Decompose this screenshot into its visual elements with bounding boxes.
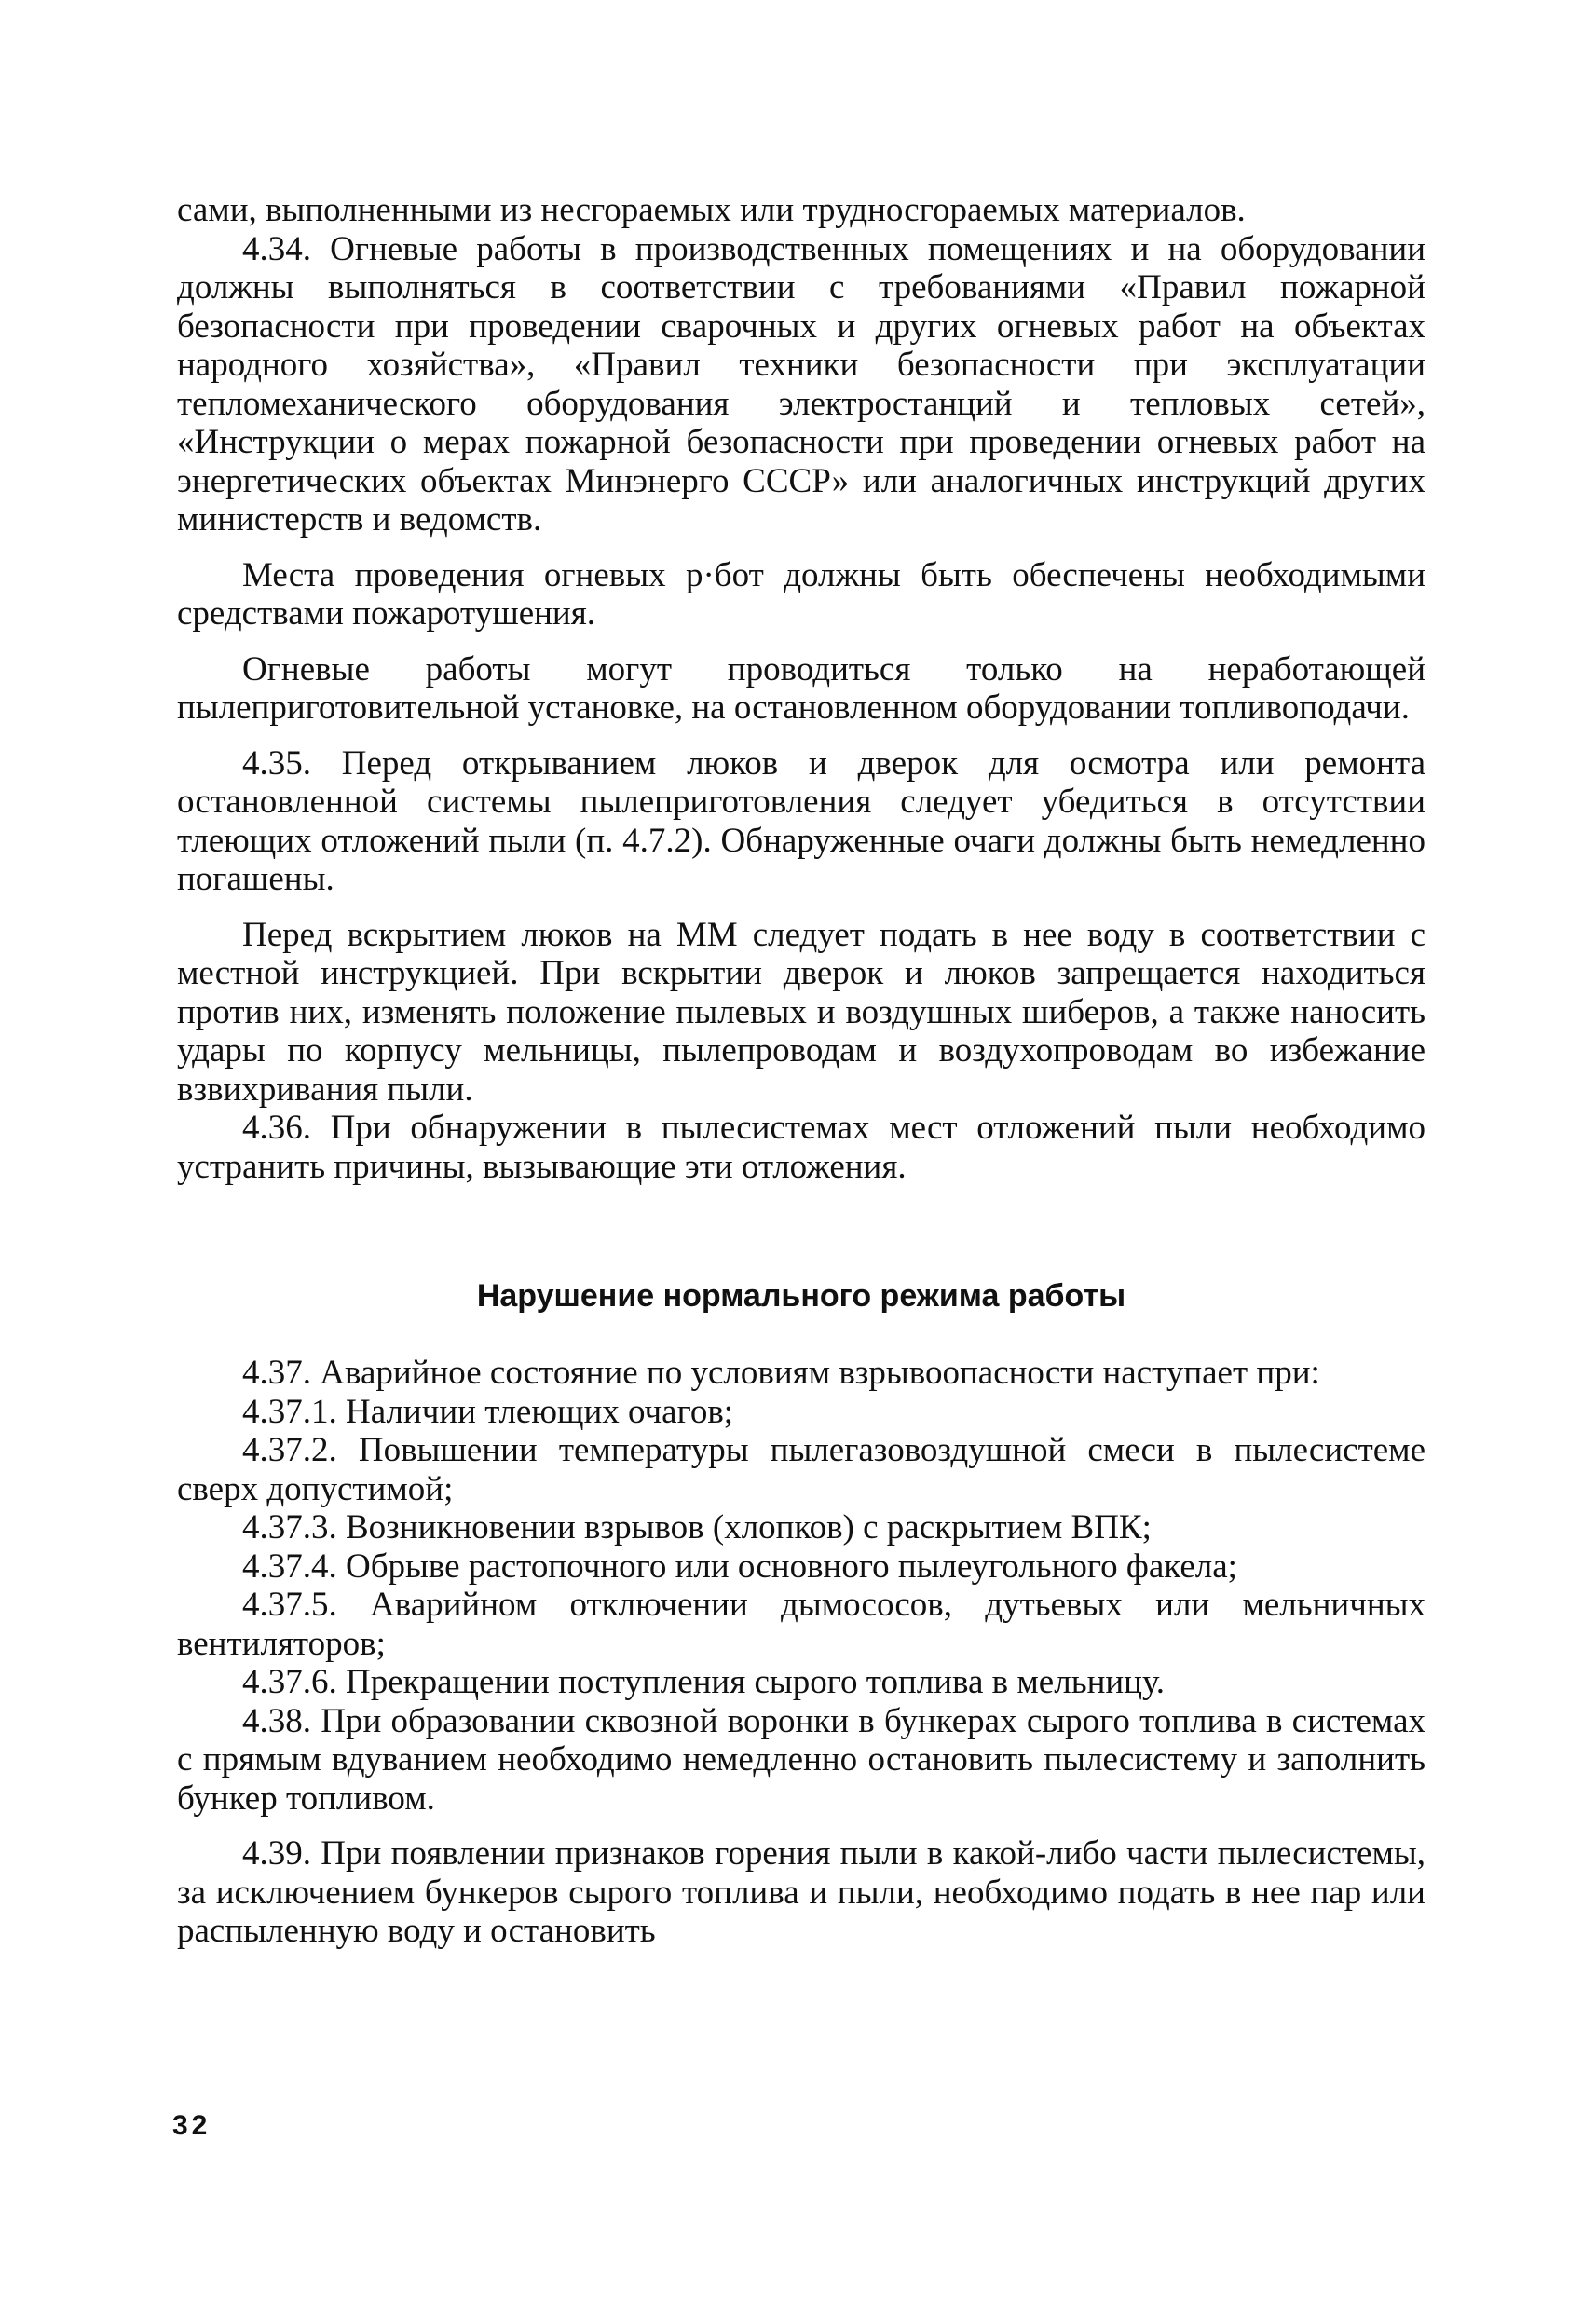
paragraph: 4.37. Аварийное состояние по условиям взрывоопасности наступает при: [242,1354,1320,1392]
paragraph: Огневые работы могут проводиться только на неработающей пылеприготовительной установке, на остановленном оборудовании топливоподачи. [177,649,1425,727]
paragraph: Перед вскрытием люков на ММ следует подать в нее воду в соответствии с местной инструкцией. При вскрытии дверок и люков запрещается находиться против них, изменять положение пылевых и воздушных шиберов, а также наносить удары по корпусу мельницы, пылепроводам и воздухопроводам во избежание взвихривания пыли. [177,915,1425,1109]
paragraph: Места проведения огневых р·бот должны быть обеспечены необходимыми средствами пожаротушения. [177,555,1425,633]
paragraph: 4.39. При появлении признаков горения пыли в какой-либо части пылесистемы, за исключением бункеров сырого топлива и пыли, необходимо подать в нее пар или распыленную воду и остановить [177,1834,1425,1950]
paragraph: 4.35. Перед открыванием люков и дверок для осмотра или ремонта остановленной системы пылеприготовления следует убедиться в отсутствии тлеющих отложений пыли (п. 4.7.2). Обнаруженные очаги должны быть немедленно погашены. [177,743,1425,898]
paragraph: 4.37.6. Прекращении поступления сырого топлива в мельницу. [242,1663,1166,1701]
paragraph: 4.37.2. Повышении температуры пылегазовоздушной смеси в пылесистеме сверх допустимой; [177,1431,1425,1508]
paragraph: 4.37.5. Аварийном отключении дымососов, дутьевых или мельничных вентиляторов; [177,1586,1425,1663]
page-body [177,191,1425,1951]
paragraph: сами, выполненными из несгораемых или трудносгораемых материалов. [177,191,1246,229]
paragraph: 4.37.3. Возникновении взрывов (хлопков) с раскрытием ВПК; [242,1508,1152,1547]
paragraph: 4.38. При образовании сквозной воронки в бункерах сырого топлива в системах с прямым вдуванием необходимо немедленно остановить пылесистему и заполнить бункер топливом. [177,1701,1425,1818]
paragraph: 4.37.1. Наличии тлеющих очагов; [242,1392,734,1431]
paragraph: 4.36. При обнаружении в пылесистемах мест отложений пыли необходимо устранить причины, вызывающие эти отложения. [177,1109,1425,1186]
section-heading: Нарушение нормального режима работы [476,1278,1126,1314]
paragraph: 4.37.4. Обрыве растопочного или основного пылеугольного факела; [242,1547,1237,1586]
page-number: 32 [172,2110,211,2141]
paragraph: 4.34. Огневые работы в производственных помещениях и на оборудовании должны выполняться в соответствии с требованиями «Правил пожарной безопасности при проведении сварочных и других огневых работ на объектах народного хозяйства», «Правил техники безопасности при эксплуатации тепломеханического оборудования электростанций и тепловых сетей», «Инструкции о мерах пожарной безопасности при проведении огневых работ на энергетических объектах Минэнерго СССР» или аналогичных инструкций других министерств и ведомств. [177,229,1425,538]
